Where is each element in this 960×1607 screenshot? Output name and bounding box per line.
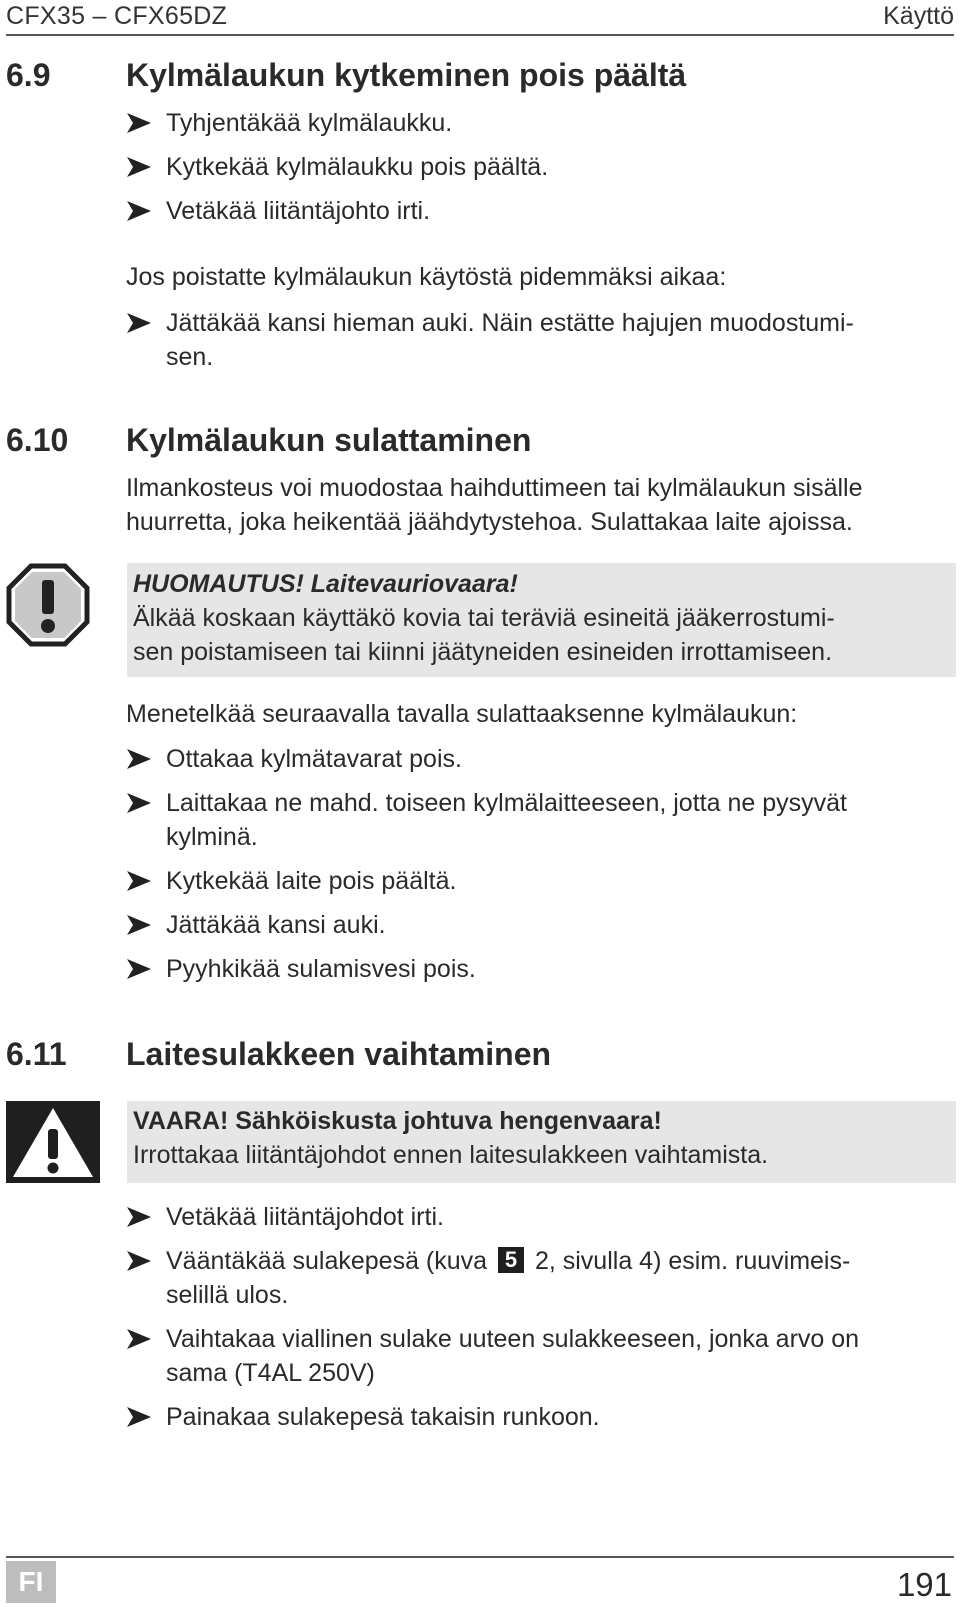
section-6-11-number: 6.11 [6, 1036, 67, 1072]
figure-reference-badge: 5 [498, 1247, 524, 1273]
notice-line: Älkää koskaan käyttäkö kovia tai teräviä esineitä jääkerrostumi- [133, 604, 835, 632]
arrowhead-icon [126, 1200, 152, 1234]
step-text-line: kylminä. [166, 823, 258, 851]
arrowhead-icon [126, 1322, 152, 1356]
section-6-11-title: Laitesulakkeen vaihtaminen [126, 1036, 552, 1072]
step-text-line [166, 1244, 956, 1278]
intro-paragraph: Jos poistatte kylmälaukun käytöstä pidemmäksi aikaa: [126, 263, 727, 291]
header-model: CFX35 – CFX65DZ [6, 2, 228, 30]
paragraph-line: Ilmankosteus voi muodostaa haihduttimeen tai kylmälaukun sisälle [126, 474, 863, 502]
step-text-part: 2, sivulla 4) esim. ruuvimeis- [534, 1247, 851, 1275]
step-item [126, 786, 956, 854]
section-6-9-number: 6.9 [6, 57, 51, 93]
arrowhead-icon [126, 952, 152, 986]
arrowhead-icon [126, 864, 152, 898]
step-text: Tyhjentäkää kylmälaukku. [166, 109, 453, 137]
step-item [126, 742, 956, 776]
step-item [126, 306, 956, 374]
warning-triangle-icon [6, 1101, 100, 1183]
arrowhead-icon [126, 908, 152, 942]
step-item [126, 150, 956, 184]
arrowhead-icon [126, 106, 152, 140]
header-rule [6, 34, 954, 36]
arrowhead-icon [126, 1400, 152, 1434]
step-item [126, 952, 956, 986]
language-badge: FI [6, 1561, 56, 1603]
section-6-10-title: Kylmälaukun sulattaminen [126, 422, 532, 458]
step-item [126, 1322, 956, 1390]
danger-heading: VAARA! Sähköiskusta johtuva hengenvaara! [133, 1107, 662, 1135]
step-item [126, 194, 956, 228]
danger-box [127, 1101, 956, 1183]
step-text: Kytkekää laite pois päältä. [166, 867, 457, 895]
step-text: Jättäkää kansi auki. [166, 911, 386, 939]
step-item [126, 1400, 956, 1434]
step-text: Painakaa sulakepesä takaisin runkoon. [166, 1403, 600, 1431]
step-text: Vetäkää liitäntäjohdot irti. [166, 1203, 444, 1231]
step-text: Vetäkää liitäntäjohto irti. [166, 197, 431, 225]
intro-paragraph: Menetelkää seuraavalla tavalla sulattaaksenne kylmälaukun: [126, 700, 798, 728]
paragraph-line: huurretta, joka heikentää jäähdytystehoa. Sulattakaa laite ajoissa. [126, 508, 853, 536]
step-item [126, 1244, 956, 1312]
danger-line: Irrottakaa liitäntäjohdot ennen laitesulakkeen vaihtamista. [133, 1141, 769, 1169]
footer-rule [6, 1556, 954, 1558]
arrowhead-icon [126, 742, 152, 776]
step-text: Ottakaa kylmätavarat pois. [166, 745, 462, 773]
step-text-line: Vaihtakaa viallinen sulake uuteen sulakkeeseen, jonka arvo on [166, 1325, 860, 1353]
notice-box [127, 563, 956, 677]
step-text-line: Laittakaa ne mahd. toiseen kylmälaitteeseen, jotta ne pysyvät [166, 789, 847, 817]
arrowhead-icon [126, 150, 152, 184]
step-text-line: Jättäkää kansi hieman auki. Näin estätte hajujen muodostumi- [166, 309, 854, 337]
page-number: 191 [896, 1566, 952, 1603]
arrowhead-icon [126, 194, 152, 228]
step-text-line: sen. [166, 343, 214, 371]
notice-line: sen poistamiseen tai kiinni jäätyneiden esineiden irrottamiseen. [133, 638, 833, 666]
step-text: Pyyhkikää sulamisvesi pois. [166, 955, 476, 983]
step-item [126, 908, 956, 942]
step-text: Kytkekää kylmälaukku pois päältä. [166, 153, 549, 181]
exclamation-octagon-icon [6, 563, 90, 647]
step-item [126, 106, 956, 140]
arrowhead-icon [126, 1244, 152, 1278]
section-6-10-number: 6.10 [6, 422, 69, 458]
arrowhead-icon [126, 786, 152, 820]
notice-heading: HUOMAUTUS! Laitevauriovaara! [133, 570, 518, 598]
step-text-line: sama (T4AL 250V) [166, 1359, 375, 1387]
step-item [126, 864, 956, 898]
step-text-line: selillä ulos. [166, 1281, 289, 1309]
step-text-part: Vääntäkää sulakepesä (kuva [166, 1247, 488, 1275]
step-item [126, 1200, 956, 1234]
arrowhead-icon [126, 306, 152, 340]
section-6-9-title: Kylmälaukun kytkeminen pois päältä [126, 57, 687, 93]
body-paragraph [126, 471, 951, 539]
header-chapter: Käyttö [883, 2, 954, 30]
